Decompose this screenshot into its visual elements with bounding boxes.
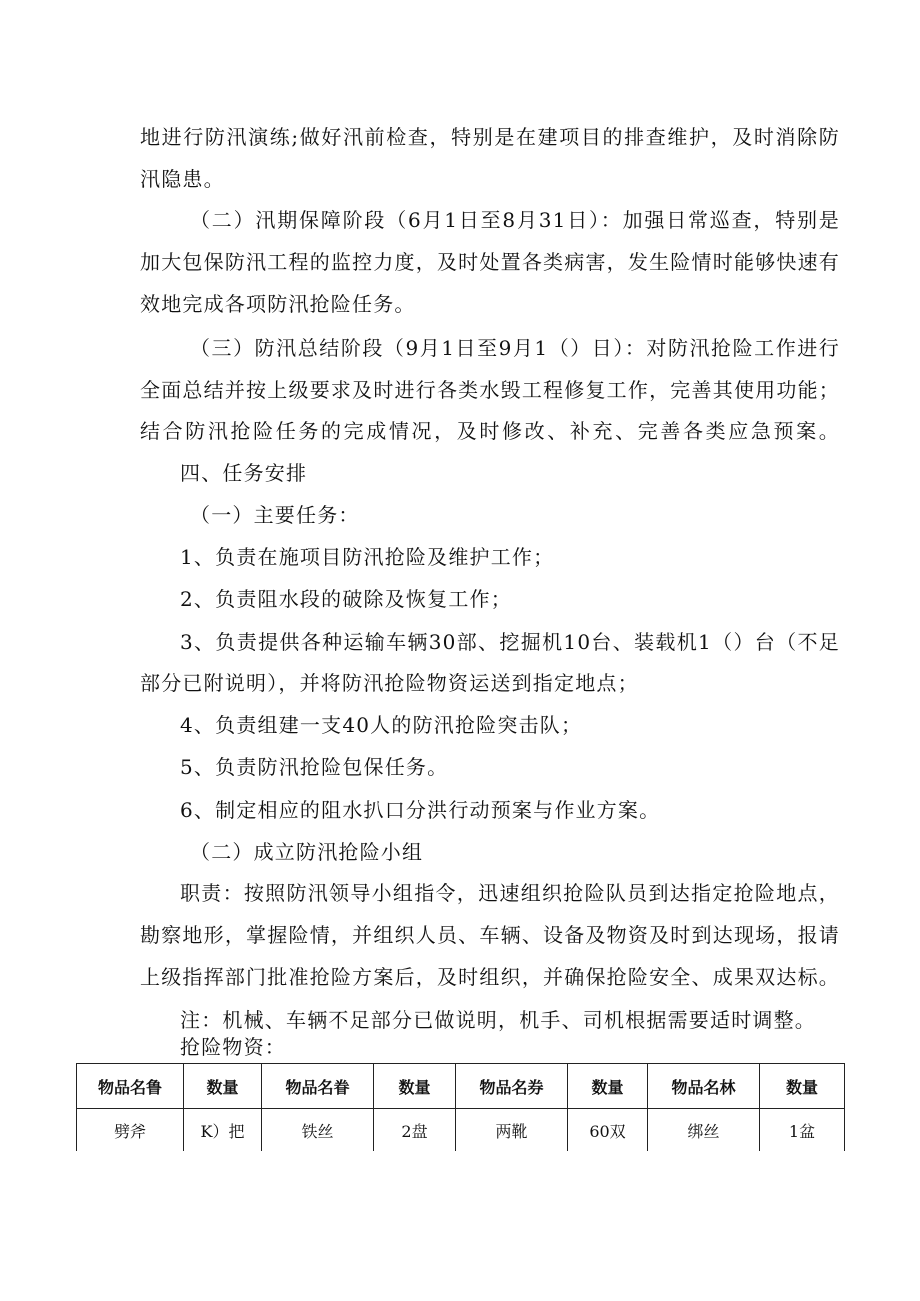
section-heading: 四、任务安排 <box>180 461 308 485</box>
paragraph-line: 地进行防汛演练;做好汛前检查，特别是在建项目的排查维护，及时消除防 <box>140 125 840 149</box>
paragraph-line: 汛隐患。 <box>140 167 225 191</box>
note-line: 注：机械、车辆不足部分已做说明，机手、司机根据需要适时调整。 <box>180 1008 816 1032</box>
header-cell: 物品名眷 <box>262 1064 374 1109</box>
header-cell: 物品名鲁 <box>77 1064 184 1109</box>
supplies-table <box>76 1063 845 1151</box>
list-item-continuation: 部分已附说明），并将防汛抢险物资运送到指定地点； <box>140 671 639 695</box>
subsection-heading: （一）主要任务： <box>190 503 360 527</box>
list-item: 6、制定相应的阻水扒口分洪行动预案与作业方案。 <box>180 798 661 822</box>
paragraph-line: 勘察地形，掌握险情，并组织人员、车辆、设备及物资及时到达现场，报请 <box>140 923 840 947</box>
list-item: 3、负责提供各种运输车辆30部、挖掘机10台、装载机1（）台（不足 <box>180 630 840 654</box>
header-cell: 数量 <box>184 1064 262 1109</box>
list-item: 1、负责在施项目防汛抢险及维护工作； <box>180 545 555 569</box>
paragraph-line: 全面总结并按上级要求及时进行各类水毁工程修复工作，完善其使用功能； <box>140 378 840 402</box>
paragraph-line: 职责：按照防汛领导小组指令，迅速组织抢险队员到达指定抢险地点， <box>180 881 840 905</box>
table-cell: 1盆 <box>760 1109 845 1152</box>
table-cell: 铁丝 <box>262 1109 374 1152</box>
list-item: 4、负责组建一支40人的防汛抢险突击队； <box>180 713 583 737</box>
table-row <box>77 1109 845 1152</box>
paragraph-line: （二）汛期保障阶段（6月1日至8月31日）：加强日常巡查，特别是 <box>190 208 840 232</box>
table-cell: 劈斧 <box>77 1109 184 1152</box>
header-cell: 数量 <box>760 1064 845 1109</box>
subsection-heading: （二）成立防汛抢险小组 <box>190 840 424 864</box>
table-cell: K）把 <box>184 1109 262 1152</box>
paragraph-line: 结合防汛抢险任务的完成情况，及时修改、补充、完善各类应急预案。 <box>140 419 840 443</box>
header-cell: 物品名林 <box>648 1064 760 1109</box>
table-cell: 60双 <box>568 1109 648 1152</box>
header-cell: 数量 <box>568 1064 648 1109</box>
list-item: 2、负责阻水段的破除及恢复工作； <box>180 587 512 611</box>
table-cell: 两靴 <box>456 1109 568 1152</box>
paragraph-line: 加大包保防汛工程的监控力度，及时处置各类病害，发生险情时能够快速有 <box>140 250 840 274</box>
table-caption: 抢险物资： <box>180 1035 286 1059</box>
header-cell: 数量 <box>374 1064 456 1109</box>
list-item: 5、负责防汛抢险包保任务。 <box>180 755 449 779</box>
table-cell: 绑丝 <box>648 1109 760 1152</box>
paragraph-line: 效地完成各项防汛抢险任务。 <box>140 292 416 316</box>
table-header-row <box>77 1064 845 1109</box>
paragraph-line: （三）防汛总结阶段（9月1日至9月1（）日）：对防汛抢险工作进行 <box>190 336 840 360</box>
header-cell: 物品名券 <box>456 1064 568 1109</box>
table-cell: 2盘 <box>374 1109 456 1152</box>
paragraph-line: 上级指挥部门批准抢险方案后，及时组织，并确保抢险安全、成果双达标。 <box>140 965 840 989</box>
